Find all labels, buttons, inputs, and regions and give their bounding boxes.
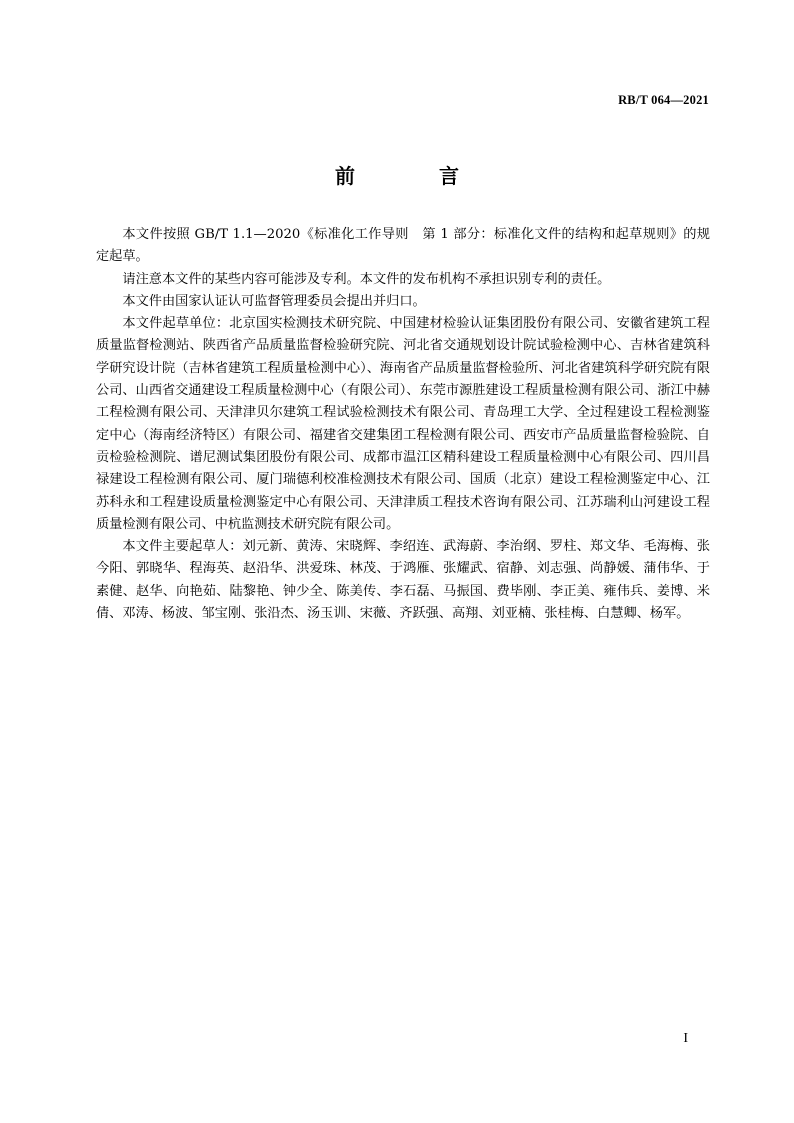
standard-code: RB/T 064—2021 <box>618 93 709 107</box>
paragraph-drafting-rules: 本文件按照 GB/T 1.1—2020《标准化工作导则 第 1 部分：标准化文件的结构和起草规则》的规定起草。 <box>96 227 710 265</box>
paragraph-patent-notice: 请注意本文件的某些内容可能涉及专利。本文件的发布机构不承担识别专利的责任。 <box>122 271 611 287</box>
foreword-body <box>96 224 710 625</box>
page-title: 前 言 <box>335 164 491 188</box>
page-number: I <box>683 1031 688 1046</box>
paragraph-proposer: 本文件由国家认证认可监督管理委员会提出并归口。 <box>122 293 426 309</box>
paragraph-drafting-units: 本文件起草单位：北京国实检测技术研究院、中国建材检验认证集团股份有限公司、安徽省建筑工程质量监督检测站、陕西省产品质量监督检验研究院、河北省交通规划设计院试验检测中心、吉林省建筑科学研究设计院（吉林省建筑工程质量检测中心）、海南省产品质量监督检验所、河北省建筑科学研究院有限公司、山西省交通建设工程质量检测中心（有限公司）、东莞市源胜建设工程质量检测有限公司、浙江中赫工程检测有限公司、天津津贝尔建筑工程试验检测技术有限公司、青岛理工大学、全过程建设工程检测鉴定中心（海南经济特区）有限公司、福建省交建集团工程检测有限公司、西安市产品质量监督检验院、自贡检验检测院、谱尼测试集团股份有限公司、成都市温江区精科建设工程质量检测中心有限公司、四川昌禄建设工程检测有限公司、厦门瑞德利校准检测技术有限公司、国质（北京）建设工程检测鉴定中心、江苏科永和工程建设质量检测鉴定中心有限公司、天津津质工程技术咨询有限公司、江苏瑞利山河建设工程质量检测有限公司、中杭监测技术研究院有限公司。 <box>96 316 710 532</box>
paragraph-drafters: 本文件主要起草人：刘元新、黄涛、宋晓辉、李绍连、武海蔚、李治纲、罗柱、郑文华、毛海梅、张今阳、郭晓华、程海英、赵沿华、洪爱珠、林茂、于鸿雁、张耀武、宿静、刘志强、尚静媛、蒲伟华、于素健、赵华、向艳茹、陆黎艳、钟少全、陈美传、李石磊、马振国、费毕刚、李正美、雍伟兵、姜博、米倩、邓涛、杨波、邹宝刚、张沿杰、汤玉训、宋薇、齐跃强、高翔、刘亚楠、张桂梅、白慧卿、杨军。 <box>96 539 710 622</box>
